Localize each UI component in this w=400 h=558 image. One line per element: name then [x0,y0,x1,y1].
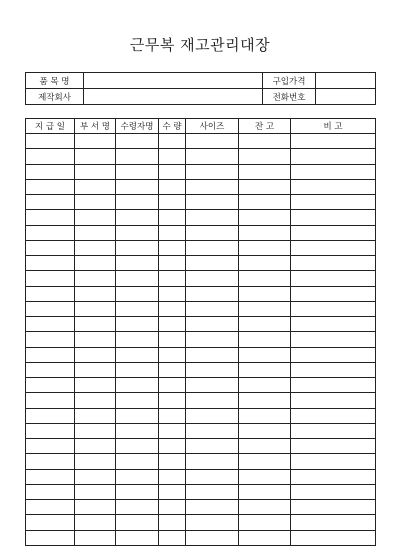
column-balance-header: 잔 고 [239,119,291,134]
column-balance-cell[interactable] [239,271,291,286]
column-department-cell[interactable] [75,439,116,454]
column-recipient-cell[interactable] [116,439,159,454]
column-remarks-cell[interactable] [291,134,376,149]
column-remarks-cell[interactable] [291,195,376,210]
purchase-price-label: 구입가격 [263,73,316,89]
column-quantity-cell[interactable] [159,439,186,454]
column-remarks-cell[interactable] [291,149,376,164]
column-balance-cell[interactable] [239,530,291,545]
column-quantity-cell[interactable] [159,164,186,179]
column-date-cell[interactable] [26,362,75,377]
column-department-cell[interactable] [75,347,116,362]
column-balance-cell[interactable] [239,423,291,438]
column-date-cell[interactable] [26,439,75,454]
column-size-cell[interactable] [186,179,239,194]
column-balance-cell[interactable] [239,179,291,194]
table-row [26,286,376,301]
page-title: 근무복 재고관리대장 [129,36,271,54]
column-balance-cell[interactable] [239,210,291,225]
column-quantity-cell[interactable] [159,515,186,530]
column-quantity-cell[interactable] [159,469,186,484]
column-department-cell[interactable] [75,484,116,499]
column-department-cell[interactable] [75,408,116,423]
column-size-cell[interactable] [186,301,239,316]
column-quantity-cell[interactable] [159,134,186,149]
inventory-table [25,118,376,546]
column-quantity-cell[interactable] [159,484,186,499]
column-recipient-cell[interactable] [116,210,159,225]
column-recipient-cell[interactable] [116,515,159,530]
column-size-cell[interactable] [186,317,239,332]
column-size-cell[interactable] [186,332,239,347]
column-date-cell[interactable] [26,240,75,255]
column-size-cell[interactable] [186,439,239,454]
column-quantity-cell[interactable] [159,256,186,271]
column-recipient-cell[interactable] [116,469,159,484]
column-department-cell[interactable] [75,240,116,255]
column-size-cell[interactable] [186,256,239,271]
column-size-cell[interactable] [186,362,239,377]
manufacturer-label: 제작회사 [26,89,84,105]
column-date-cell[interactable] [26,469,75,484]
table-header-row [26,119,376,134]
column-remarks-header: 비 고 [291,119,376,134]
column-size-cell[interactable] [186,530,239,545]
column-date-cell[interactable] [26,500,75,515]
column-recipient-cell[interactable] [116,225,159,240]
table-row [26,469,376,484]
table-row [26,454,376,469]
column-department-cell[interactable] [75,225,116,240]
column-quantity-cell[interactable] [159,347,186,362]
column-remarks-cell[interactable] [291,347,376,362]
column-size-cell[interactable] [186,393,239,408]
column-department-cell[interactable] [75,179,116,194]
column-department-cell[interactable] [75,271,116,286]
column-balance-cell[interactable] [239,134,291,149]
column-recipient-cell[interactable] [116,393,159,408]
table-row [26,256,376,271]
column-date-cell[interactable] [26,286,75,301]
table-row [26,210,376,225]
table-row [26,347,376,362]
column-balance-cell[interactable] [239,240,291,255]
column-quantity-cell[interactable] [159,408,186,423]
column-date-cell[interactable] [26,454,75,469]
column-recipient-cell[interactable] [116,134,159,149]
column-quantity-cell[interactable] [159,362,186,377]
column-department-cell[interactable] [75,164,116,179]
phone-label: 전화번호 [263,89,316,105]
column-recipient-cell[interactable] [116,500,159,515]
column-recipient-cell[interactable] [116,149,159,164]
column-size-cell[interactable] [186,423,239,438]
item-info-row [26,89,376,105]
column-size-cell[interactable] [186,500,239,515]
column-quantity-cell[interactable] [159,530,186,545]
column-remarks-cell[interactable] [291,439,376,454]
column-quantity-cell[interactable] [159,378,186,393]
column-size-cell[interactable] [186,484,239,499]
column-balance-cell[interactable] [239,454,291,469]
column-size-cell[interactable] [186,347,239,362]
column-date-cell[interactable] [26,134,75,149]
table-row [26,484,376,499]
column-department-cell[interactable] [75,195,116,210]
table-row [26,408,376,423]
column-quantity-cell[interactable] [159,195,186,210]
column-balance-cell[interactable] [239,515,291,530]
column-date-header: 지 급 일 [26,119,75,134]
column-date-cell[interactable] [26,332,75,347]
table-row [26,317,376,332]
column-remarks-cell[interactable] [291,271,376,286]
column-date-cell[interactable] [26,423,75,438]
column-size-cell[interactable] [186,240,239,255]
column-date-cell[interactable] [26,149,75,164]
table-row [26,393,376,408]
column-balance-cell[interactable] [239,225,291,240]
column-department-cell[interactable] [75,286,116,301]
column-remarks-cell[interactable] [291,164,376,179]
phone-field[interactable] [316,89,376,105]
column-department-cell[interactable] [75,301,116,316]
column-balance-cell[interactable] [239,286,291,301]
column-date-cell[interactable] [26,271,75,286]
column-size-cell[interactable] [186,164,239,179]
item-name-field[interactable] [84,73,263,89]
column-recipient-cell[interactable] [116,454,159,469]
table-row [26,439,376,454]
column-size-cell[interactable] [186,195,239,210]
column-size-cell[interactable] [186,210,239,225]
column-department-cell[interactable] [75,515,116,530]
column-size-cell[interactable] [186,149,239,164]
table-row [26,271,376,286]
table-row [26,195,376,210]
column-quantity-cell[interactable] [159,225,186,240]
column-date-cell[interactable] [26,317,75,332]
column-remarks-cell[interactable] [291,423,376,438]
table-row [26,149,376,164]
column-quantity-cell[interactable] [159,393,186,408]
column-size-cell[interactable] [186,378,239,393]
column-recipient-cell[interactable] [116,317,159,332]
column-department-cell[interactable] [75,149,116,164]
column-recipient-cell[interactable] [116,271,159,286]
column-balance-cell[interactable] [239,347,291,362]
table-row [26,164,376,179]
column-recipient-cell[interactable] [116,378,159,393]
table-row [26,179,376,194]
column-quantity-cell[interactable] [159,500,186,515]
column-remarks-cell[interactable] [291,469,376,484]
column-balance-cell[interactable] [239,317,291,332]
column-date-cell[interactable] [26,408,75,423]
column-quantity-cell[interactable] [159,317,186,332]
table-row [26,240,376,255]
column-size-cell[interactable] [186,469,239,484]
column-balance-cell[interactable] [239,164,291,179]
column-balance-cell[interactable] [239,332,291,347]
item-info-row [26,73,376,89]
column-quantity-cell[interactable] [159,149,186,164]
column-department-cell[interactable] [75,530,116,545]
column-department-cell[interactable] [75,134,116,149]
column-recipient-cell[interactable] [116,179,159,194]
table-row [26,530,376,545]
column-balance-cell[interactable] [239,439,291,454]
column-balance-cell[interactable] [239,484,291,499]
column-size-cell[interactable] [186,134,239,149]
table-body [26,134,376,546]
column-quantity-cell[interactable] [159,286,186,301]
column-quantity-cell[interactable] [159,332,186,347]
table-row [26,500,376,515]
column-remarks-cell[interactable] [291,484,376,499]
column-recipient-cell[interactable] [116,256,159,271]
item-name-label: 품 목 명 [26,73,84,89]
column-recipient-cell[interactable] [116,301,159,316]
column-department-cell[interactable] [75,210,116,225]
column-date-cell[interactable] [26,515,75,530]
column-recipient-cell[interactable] [116,347,159,362]
column-date-cell[interactable] [26,195,75,210]
column-quantity-header: 수 량 [159,119,186,134]
column-recipient-cell[interactable] [116,286,159,301]
table-row [26,362,376,377]
column-recipient-cell[interactable] [116,484,159,499]
column-remarks-cell[interactable] [291,332,376,347]
column-remarks-cell[interactable] [291,240,376,255]
column-balance-cell[interactable] [239,256,291,271]
column-quantity-cell[interactable] [159,179,186,194]
column-department-cell[interactable] [75,256,116,271]
column-balance-cell[interactable] [239,500,291,515]
column-department-cell[interactable] [75,393,116,408]
column-balance-cell[interactable] [239,195,291,210]
column-size-cell[interactable] [186,225,239,240]
column-quantity-cell[interactable] [159,240,186,255]
column-remarks-cell[interactable] [291,256,376,271]
column-date-cell[interactable] [26,301,75,316]
table-row [26,515,376,530]
column-size-cell[interactable] [186,408,239,423]
column-recipient-cell[interactable] [116,240,159,255]
column-balance-cell[interactable] [239,393,291,408]
table-row [26,378,376,393]
column-remarks-cell[interactable] [291,500,376,515]
column-balance-cell[interactable] [239,469,291,484]
table-row [26,301,376,316]
column-date-cell[interactable] [26,378,75,393]
column-balance-cell[interactable] [239,149,291,164]
column-remarks-cell[interactable] [291,530,376,545]
column-quantity-cell[interactable] [159,271,186,286]
column-remarks-cell[interactable] [291,210,376,225]
column-department-cell[interactable] [75,332,116,347]
column-remarks-cell[interactable] [291,301,376,316]
column-recipient-cell[interactable] [116,332,159,347]
column-remarks-cell[interactable] [291,362,376,377]
column-department-cell[interactable] [75,469,116,484]
column-size-cell[interactable] [186,454,239,469]
column-recipient-cell[interactable] [116,423,159,438]
column-remarks-cell[interactable] [291,393,376,408]
column-remarks-cell[interactable] [291,454,376,469]
column-department-header: 부 서 명 [75,119,116,134]
table-row [26,332,376,347]
item-info-table [25,72,376,105]
column-date-cell[interactable] [26,393,75,408]
column-quantity-cell[interactable] [159,423,186,438]
column-size-cell[interactable] [186,271,239,286]
column-remarks-cell[interactable] [291,225,376,240]
column-recipient-cell[interactable] [116,362,159,377]
column-date-cell[interactable] [26,530,75,545]
manufacturer-field[interactable] [84,89,263,105]
column-department-cell[interactable] [75,500,116,515]
column-remarks-cell[interactable] [291,317,376,332]
column-balance-cell[interactable] [239,362,291,377]
column-quantity-cell[interactable] [159,301,186,316]
column-balance-cell[interactable] [239,301,291,316]
column-date-cell[interactable] [26,347,75,362]
column-remarks-cell[interactable] [291,408,376,423]
column-department-cell[interactable] [75,362,116,377]
column-department-cell[interactable] [75,317,116,332]
column-date-cell[interactable] [26,210,75,225]
column-size-cell[interactable] [186,286,239,301]
column-remarks-cell[interactable] [291,286,376,301]
table-row [26,134,376,149]
column-recipient-cell[interactable] [116,195,159,210]
column-size-cell[interactable] [186,515,239,530]
column-remarks-cell[interactable] [291,515,376,530]
column-quantity-cell[interactable] [159,210,186,225]
purchase-price-field[interactable] [316,73,376,89]
column-balance-cell[interactable] [239,378,291,393]
column-remarks-cell[interactable] [291,378,376,393]
column-department-cell[interactable] [75,378,116,393]
column-recipient-cell[interactable] [116,530,159,545]
column-recipient-cell[interactable] [116,164,159,179]
table-row [26,423,376,438]
column-date-cell[interactable] [26,179,75,194]
column-size-header: 사이즈 [186,119,239,134]
column-quantity-cell[interactable] [159,454,186,469]
column-department-cell[interactable] [75,454,116,469]
table-row [26,225,376,240]
column-date-cell[interactable] [26,256,75,271]
column-date-cell[interactable] [26,225,75,240]
column-recipient-cell[interactable] [116,408,159,423]
column-balance-cell[interactable] [239,408,291,423]
column-recipient-header: 수령자명 [116,119,159,134]
column-remarks-cell[interactable] [291,179,376,194]
column-date-cell[interactable] [26,484,75,499]
column-date-cell[interactable] [26,164,75,179]
column-department-cell[interactable] [75,423,116,438]
